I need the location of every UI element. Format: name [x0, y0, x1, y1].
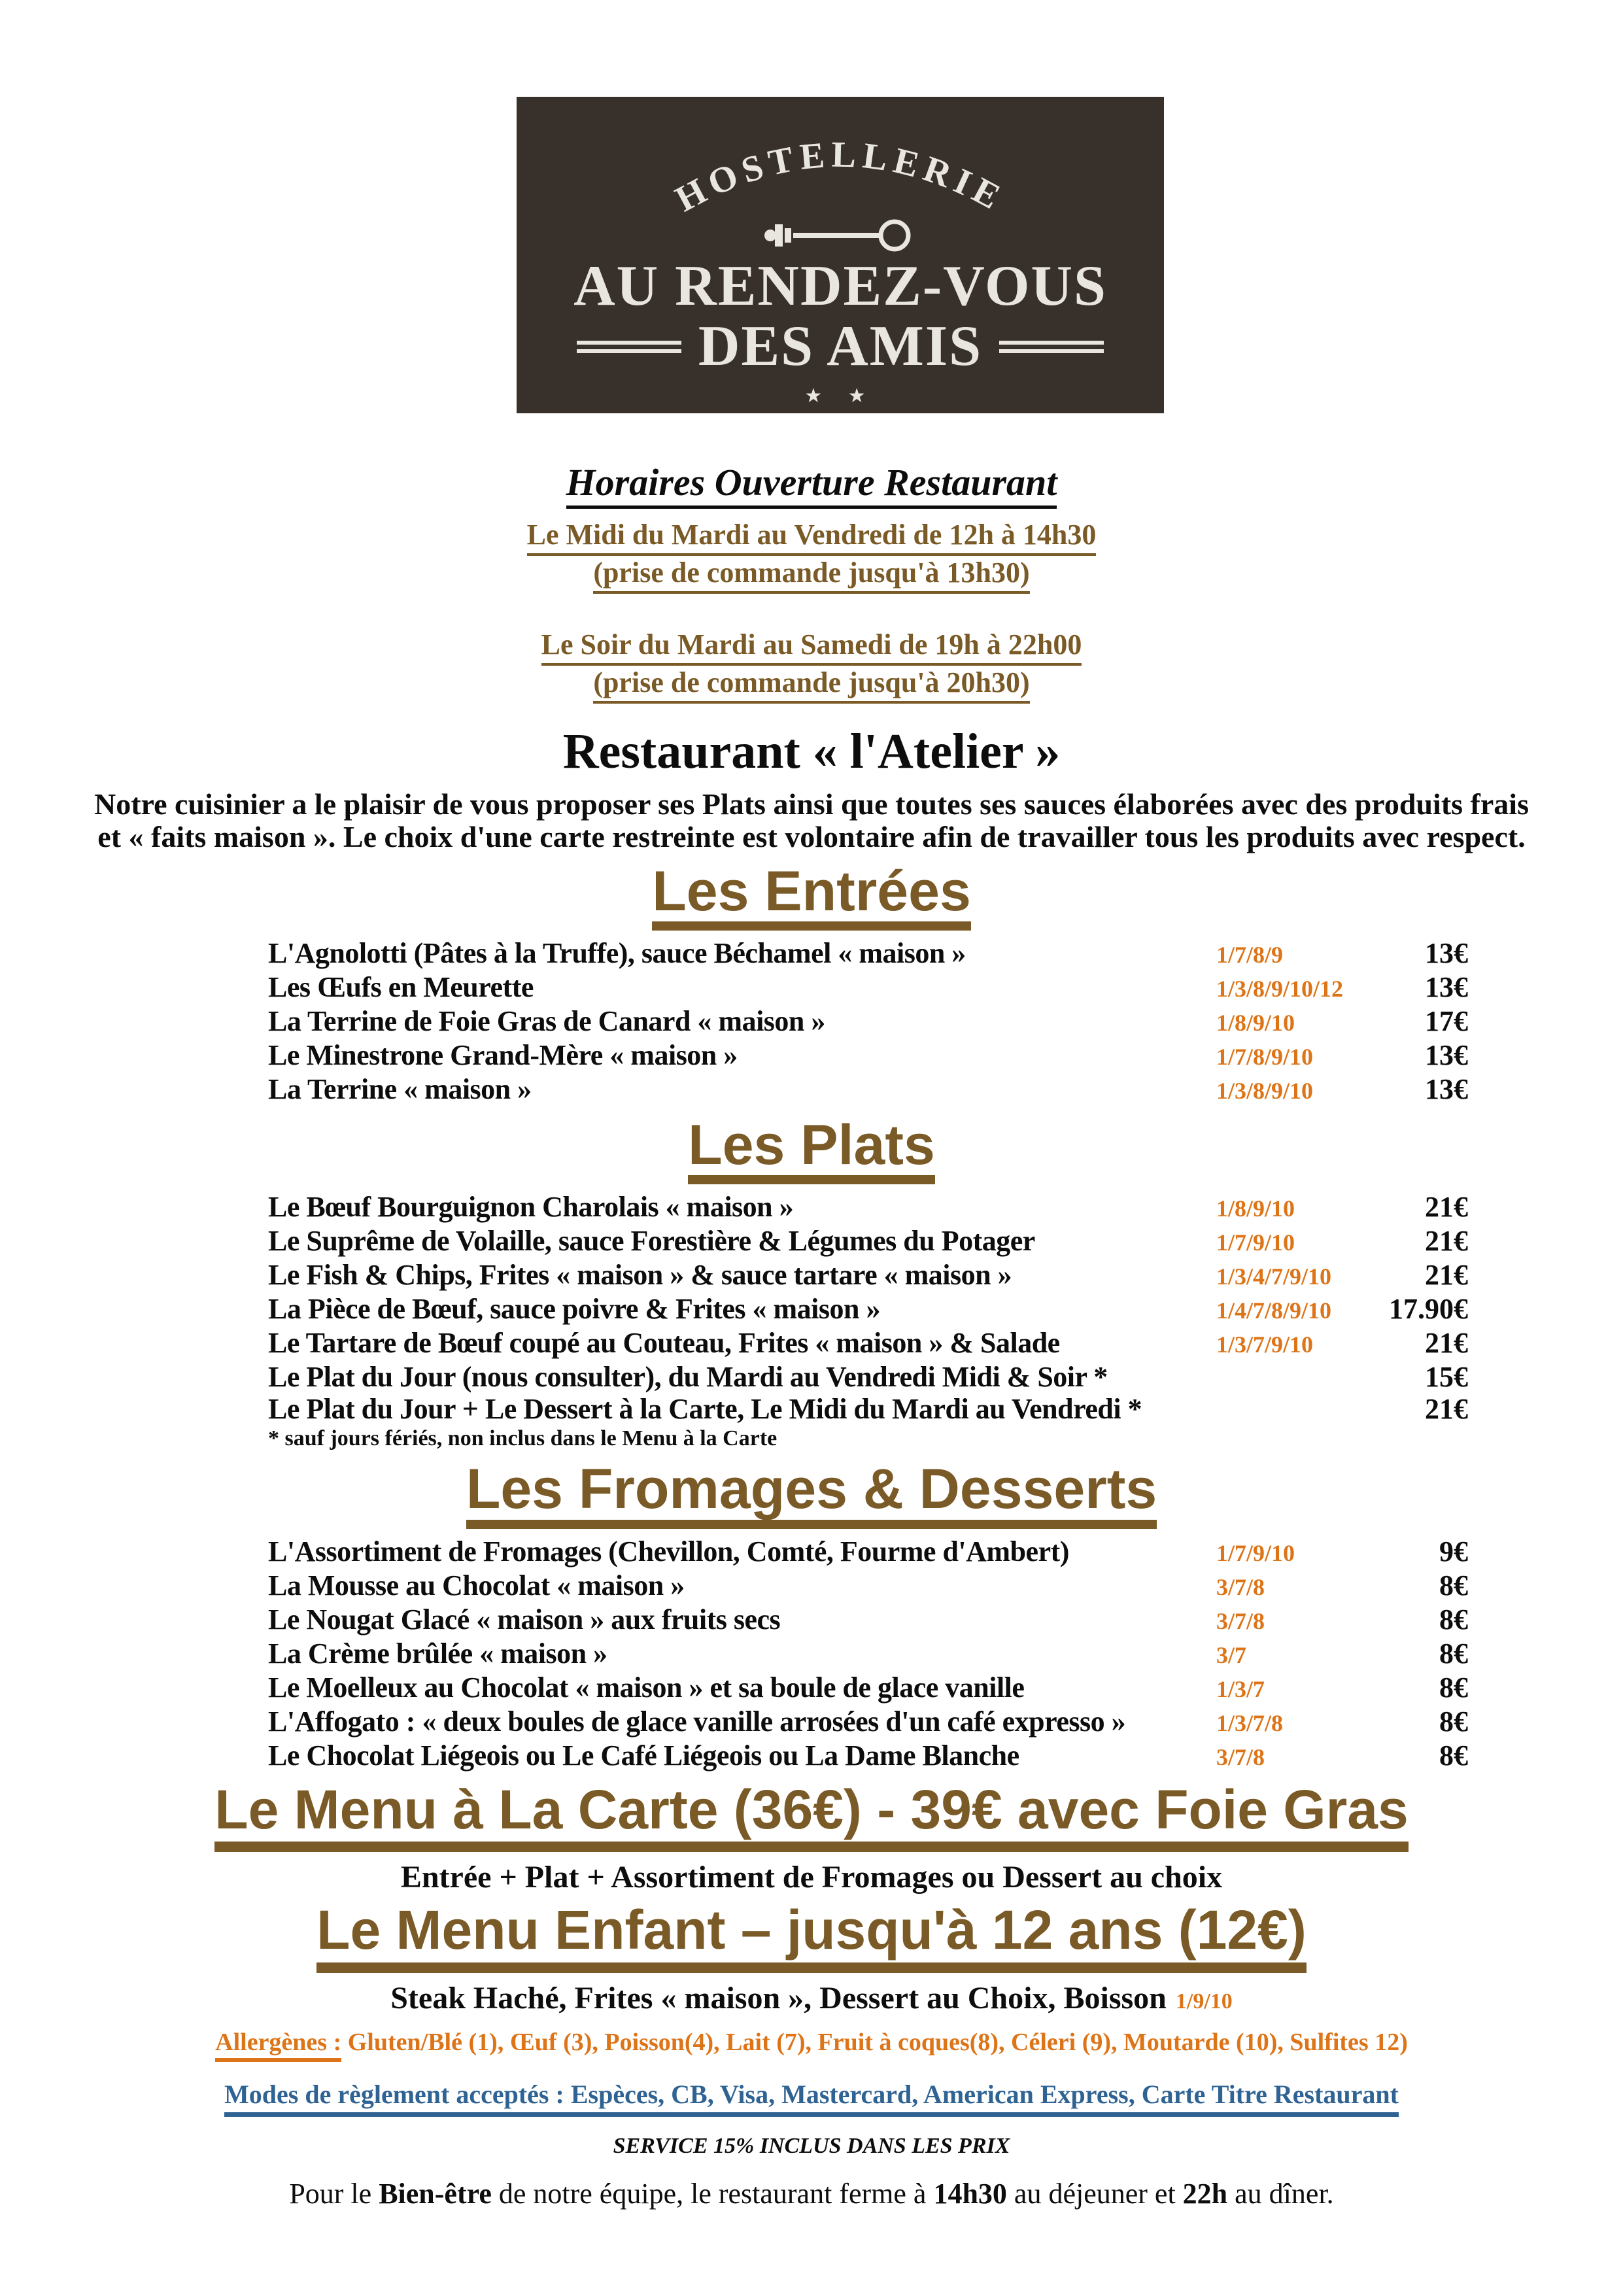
closing-segment: 22h: [1182, 2177, 1228, 2210]
logo-arc-text: HOSTELLERIE: [669, 134, 1012, 220]
item-price: 17€: [1425, 1005, 1468, 1038]
item-name: Le Minestrone Grand-Mère « maison »: [268, 1039, 738, 1072]
menu-block: [0, 1778, 1623, 1894]
logo-left-rule: [577, 341, 681, 353]
item-name: Le Plat du Jour (nous consulter), du Mardi au Vendredi Midi & Soir *: [268, 1361, 1108, 1394]
hours-line-main: [0, 518, 1623, 556]
allergens-text: Gluten/Blé (1), Œuf (3), Poisson(4), Lait (7), Fruit à coques(8), Céleri (9), Moutarde (10), Sulfites 12): [341, 2029, 1408, 2057]
item-price: 13€: [1425, 1039, 1468, 1072]
menu-item-row: [268, 1039, 1468, 1073]
menu-section: [0, 1114, 1623, 1451]
service-note: SERVICE 15% INCLUS DANS LES PRIX: [613, 2133, 1010, 2158]
allergens-label: Allergènes :: [215, 2029, 341, 2062]
allergens-legend: [0, 2029, 1623, 2062]
section-rows: [268, 1191, 1468, 1425]
section-title-wrap: [0, 859, 1623, 931]
item-name: L'Agnolotti (Pâtes à la Truffe), sauce Béchamel « maison »: [268, 937, 966, 970]
menu-item-row: [268, 1225, 1468, 1259]
menu-subtitle-text: Steak Haché, Frites « maison », Dessert au Choix, Boisson: [390, 1980, 1167, 2015]
menu-section: [0, 859, 1623, 1107]
menu-item-row: [268, 971, 1468, 1005]
section-footnote: * sauf jours fériés, non inclus dans le Menu à la Carte: [268, 1426, 777, 1451]
item-allergens: 1/7/8/9: [1216, 942, 1284, 968]
menu-title: Le Menu Enfant – jusqu'à 12 ans (12€): [316, 1903, 1307, 1972]
hours-line-main: [0, 628, 1623, 666]
item-name: La Pièce de Bœuf, sauce poivre & Frites « maison »: [268, 1293, 880, 1326]
atelier-title: Restaurant « l'Atelier »: [562, 723, 1061, 779]
menu-item-row: [268, 1327, 1468, 1361]
closing-note: [0, 2177, 1623, 2210]
menu-sections: [0, 859, 1623, 1773]
item-allergens: 1/3/4/7/9/10: [1216, 1263, 1332, 1290]
section-title: Les Entrées: [652, 864, 971, 931]
menu-subtitle-text: Entrée + Plat + Assortiment de Fromages ou Dessert au choix: [400, 1859, 1223, 1894]
section-rows: [268, 937, 1468, 1107]
item-allergens: 1/8/9/10: [1216, 1195, 1295, 1222]
item-allergens: 1/8/9/10: [1216, 1010, 1295, 1037]
menu-title-wrap: [0, 1778, 1623, 1852]
item-price: 8€: [1439, 1705, 1468, 1738]
logo-name-line2: DES AMIS: [698, 315, 983, 379]
hours-sub-text: (prise de commande jusqu'à 20h30): [593, 666, 1029, 704]
menu-item-row: [268, 1293, 1468, 1327]
item-price: 21€: [1425, 1393, 1468, 1426]
closing-segment: au déjeuner et: [1006, 2177, 1183, 2210]
hours-line-sub: [0, 556, 1623, 594]
logo-name-line2-row: [577, 315, 1104, 379]
logo-arc: [644, 112, 1036, 222]
hours-blocks: [0, 518, 1623, 704]
menu-item-row: [268, 1361, 1468, 1393]
section-title-wrap: [0, 1458, 1623, 1528]
hours-main-text: Le Midi du Mardi au Vendredi de 12h à 14h30: [527, 518, 1097, 556]
item-price: 8€: [1439, 1671, 1468, 1704]
item-name: Le Moelleux au Chocolat « maison » et sa boule de glace vanille: [268, 1671, 1025, 1704]
fixed-menus: [0, 1778, 1623, 2015]
item-name: Le Chocolat Liégeois ou Le Café Liégeois ou La Dame Blanche: [268, 1739, 1019, 1772]
menu-item-row: [268, 1191, 1468, 1225]
logo-stars: ★ ★: [804, 385, 876, 407]
item-name: Le Plat du Jour + Le Dessert à la Carte, Le Midi du Mardi au Vendredi *: [268, 1393, 1142, 1426]
item-allergens: 1/7/9/10: [1216, 1229, 1295, 1256]
menu-item-row: [268, 1603, 1468, 1637]
item-allergens: 1/3/8/9/10: [1216, 1078, 1314, 1105]
item-allergens: 1/3/7/8: [1216, 1709, 1284, 1736]
hours-sub-text: (prise de commande jusqu'à 13h30): [593, 556, 1029, 594]
item-price: 9€: [1439, 1535, 1468, 1568]
menu-item-row: [268, 1259, 1468, 1293]
hours-line-sub: [0, 666, 1623, 704]
item-price: 21€: [1425, 1225, 1468, 1258]
item-name: Le Bœuf Bourguignon Charolais « maison »: [268, 1191, 794, 1224]
hours-title: Horaires Ouverture Restaurant: [566, 460, 1057, 509]
item-allergens: 1/3/7/9/10: [1216, 1331, 1314, 1358]
item-price: 13€: [1425, 1073, 1468, 1106]
item-price: 21€: [1425, 1327, 1468, 1360]
menu-item-row: [268, 1393, 1468, 1425]
item-name: Le Tartare de Bœuf coupé au Couteau, Frites « maison » & Salade: [268, 1327, 1060, 1360]
payment-wrap: [0, 2079, 1623, 2117]
menu-section: [0, 1458, 1623, 1773]
item-allergens: 1/3/8/9/10/12: [1216, 976, 1344, 1002]
menu-title-wrap: [0, 1899, 1623, 1972]
item-price: 21€: [1425, 1259, 1468, 1292]
atelier-intro: Notre cuisinier a le plaisir de vous proposer ses Plats ainsi que toutes ses sauces élaborées avec des produits frais et « faits maison ». Le choix d'une carte restreinte est volontaire afin de travailler tous les produits avec respect.: [94, 787, 1529, 853]
item-name: La Terrine « maison »: [268, 1073, 532, 1106]
hours-main-text: Le Soir du Mardi au Samedi de 19h à 22h00: [541, 628, 1082, 666]
section-rows: [268, 1535, 1468, 1773]
menu-item-row: [268, 1705, 1468, 1739]
menu-block: [0, 1899, 1623, 2015]
menu-allergens: 1/9/10: [1175, 1989, 1233, 2013]
item-name: La Terrine de Foie Gras de Canard « maison »: [268, 1005, 825, 1038]
key-icon: [762, 216, 919, 255]
item-price: 21€: [1425, 1191, 1468, 1224]
item-allergens: 3/7: [1216, 1641, 1247, 1668]
section-title: Les Plats: [688, 1118, 935, 1184]
menu-item-row: [268, 937, 1468, 971]
menu-item-row: [268, 1535, 1468, 1569]
section-title-wrap: [0, 1114, 1623, 1184]
item-allergens: 3/7/8: [1216, 1607, 1265, 1634]
item-price: 13€: [1425, 971, 1468, 1004]
logo-right-rule: [999, 341, 1104, 353]
menu-item-row: [268, 1005, 1468, 1039]
item-price: 17.90€: [1389, 1293, 1468, 1326]
item-name: L'Assortiment de Fromages (Chevillon, Comté, Fourme d'Ambert): [268, 1535, 1069, 1568]
logo-name-line1: AU RENDEZ-VOUS: [573, 254, 1107, 318]
section-title: Les Fromages & Desserts: [466, 1462, 1157, 1528]
item-price: 8€: [1439, 1603, 1468, 1636]
closing-segment: 14h30: [933, 2177, 1007, 2210]
restaurant-logo: [517, 97, 1164, 413]
payment-methods: Modes de règlement acceptés : Espèces, CB, Visa, Mastercard, American Express, Carte Titre Restaurant: [224, 2079, 1399, 2117]
closing-segment: Bien-être: [379, 2177, 492, 2210]
item-name: La Mousse au Chocolat « maison »: [268, 1569, 685, 1602]
menu-item-row: [268, 1671, 1468, 1705]
hours-title-wrap: [0, 460, 1623, 509]
menu-item-row: [268, 1073, 1468, 1107]
item-price: 13€: [1425, 937, 1468, 970]
hours-block: [0, 628, 1623, 704]
item-price: 8€: [1439, 1739, 1468, 1772]
item-allergens: 1/3/7: [1216, 1675, 1265, 1702]
item-allergens: 1/4/7/8/9/10: [1216, 1297, 1332, 1324]
item-price: 8€: [1439, 1569, 1468, 1602]
logo-arc-text-holder: [669, 135, 1012, 220]
closing-segment: au dîner.: [1227, 2177, 1334, 2210]
item-name: Les Œufs en Meurette: [268, 971, 534, 1004]
item-name: Le Nougat Glacé « maison » aux fruits secs: [268, 1603, 781, 1636]
closing-segment: Pour le: [289, 2177, 379, 2210]
menu-item-row: [268, 1569, 1468, 1603]
item-name: Le Suprême de Volaille, sauce Forestière & Légumes du Potager: [268, 1225, 1035, 1258]
menu-item-row: [268, 1739, 1468, 1773]
closing-segment: de notre équipe, le restaurant ferme à: [491, 2177, 934, 2210]
item-allergens: 3/7/8: [1216, 1573, 1265, 1600]
item-name: L'Affogato : « deux boules de glace vanille arrosées d'un café expresso »: [268, 1705, 1126, 1738]
item-price: 15€: [1425, 1361, 1468, 1394]
item-name: La Crème brûlée « maison »: [268, 1637, 607, 1670]
item-allergens: 3/7/8: [1216, 1743, 1265, 1770]
menu-subtitle: [0, 1861, 1623, 1894]
item-allergens: 1/7/9/10: [1216, 1539, 1295, 1566]
hours-block: [0, 518, 1623, 594]
item-allergens: 1/7/8/9/10: [1216, 1044, 1314, 1071]
menu-item-row: [268, 1637, 1468, 1671]
item-price: 8€: [1439, 1637, 1468, 1670]
menu-subtitle: [0, 1982, 1623, 2015]
menu-title: Le Menu à La Carte (36€) - 39€ avec Foie Gras: [214, 1783, 1408, 1852]
item-name: Le Fish & Chips, Frites « maison » & sauce tartare « maison »: [268, 1259, 1012, 1292]
